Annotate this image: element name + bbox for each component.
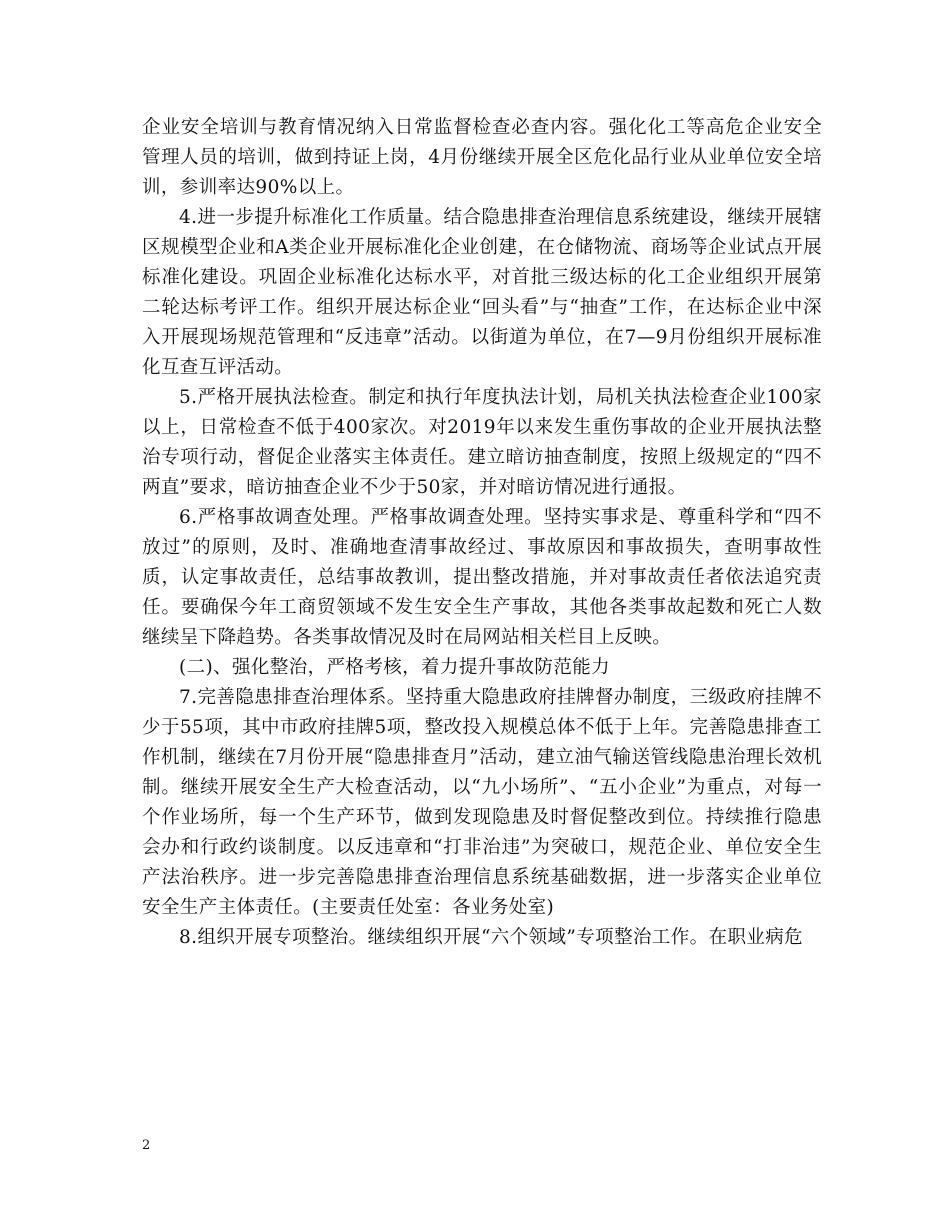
paragraph-item-4-standardization: 4.进一步提升标准化工作质量。结合隐患排查治理信息系统建设，继续开展辖区规模型企业和A类企业开展标准化企业创建，在仓储物流、商场等企业试点开展标准化建设。巩固企业标准化达标水平，对首批三级达标的化工企业组织开展第二轮达标考评工作。组织开展达标企业“回头看”与“抽查”工作，在达标企业中深入开展现场规范管理和“反违章”活动。以街道为单位，在7—9月份组织开展标准化互查互评活动。 [142, 207, 822, 378]
document-body [142, 113, 822, 953]
paragraph-item-6-accident-investigation: 6.严格事故调查处理。严格事故调查处理。坚持实事求是、尊重科学和“四不放过”的原则，及时、准确地查清事故经过、事故原因和事故损失，查明事故性质，认定事故责任，总结事故教训，提出整改措施，并对事故责任者依法追究责任。要确保今年工商贸领域不发生安全生产事故，其他各类事故起数和死亡人数继续呈下降趋势。各类事故情况及时在局网站相关栏目上反映。 [142, 507, 822, 648]
section-heading-2: (二)、强化整治，严格考核，着力提升事故防范能力 [179, 657, 611, 678]
paragraph-item-7-hazard-system: 7.完善隐患排查治理体系。坚持重大隐患政府挂牌督办制度，三级政府挂牌不少于55项，其中市政府挂牌5项，整改投入规模总体不低于上年。完善隐患排查工作机制，继续在7月份开展“隐患排查月”活动，建立油气输送管线隐患治理长效机制。继续开展安全生产大检查活动，以“九小场所”、“五小企业”为重点，对每一个作业场所，每一个生产环节，做到发现隐患及时督促整改到位。持续推行隐患会办和行政约谈制度。以反违章和“打非治违”为突破口，规范企业、单位安全生产法治秩序。进一步完善隐患排查治理信息系统基础数据，进一步落实企业单位安全生产主体责任。(主要责任处室：各业务处室) [142, 687, 822, 918]
paragraph-training-continuation: 企业安全培训与教育情况纳入日常监督检查必查内容。强化化工等高危企业安全管理人员的培训，做到持证上岗，4月份继续开展全区危化品行业从业单位安全培训，参训率达90%以上。 [142, 117, 822, 198]
paragraph-item-5-enforcement: 5.严格开展执法检查。制定和执行年度执法计划，局机关执法检查企业100家以上，日常检查不低于400家次。对2019年以来发生重伤事故的企业开展执法整治专项行动，督促企业落实主体责任。建立暗访抽查制度，按照上级规定的“四不两直”要求，暗访抽查企业不少于50家，并对暗访情况进行通报。 [142, 387, 822, 498]
page-number: 2 [142, 1138, 151, 1153]
paragraph-item-8-special-rectification: 8.组织开展专项整治。继续组织开展“六个领域”专项整治工作。在职业病危 [179, 927, 804, 948]
